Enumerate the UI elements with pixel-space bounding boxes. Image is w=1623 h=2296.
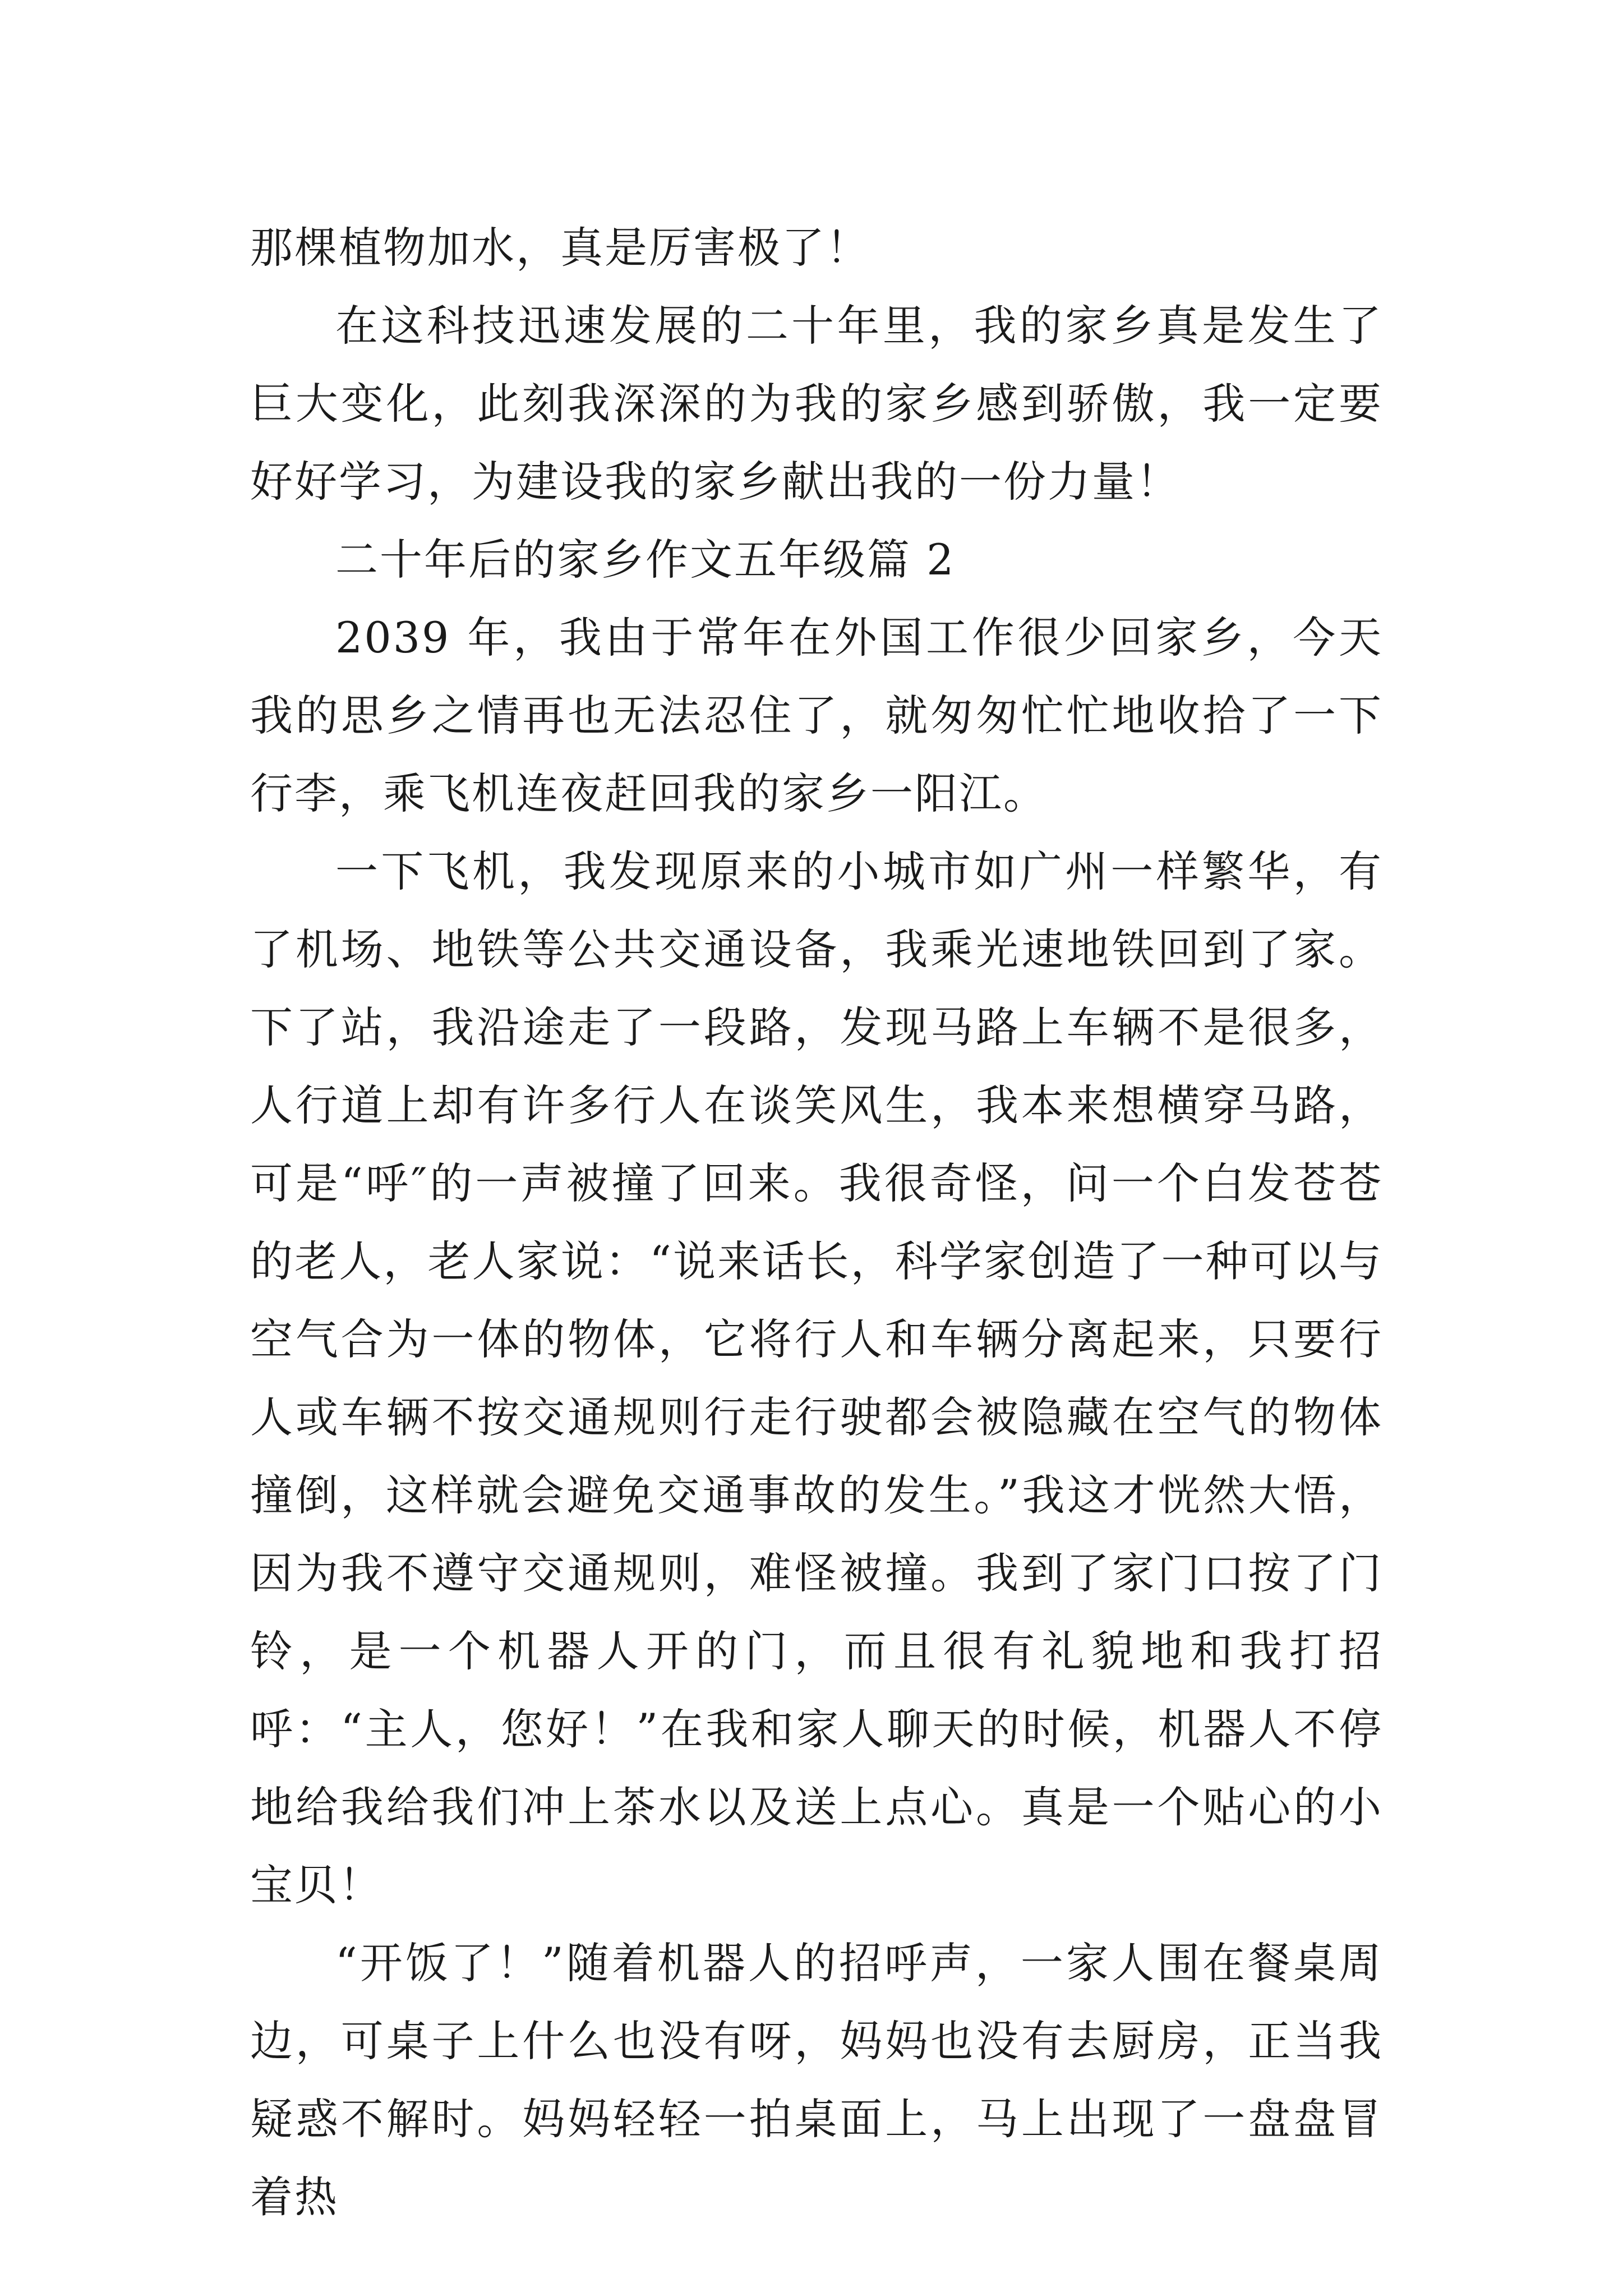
paragraph-1: 那棵植物加水，真是厉害极了！ — [250, 223, 870, 273]
document-body — [250, 209, 1383, 2236]
section-heading: 二十年后的家乡作文五年级篇 2 — [335, 535, 956, 585]
paragraph-2: 在这科技迅速发展的二十年里，我的家乡真是发生了巨大变化，此刻我深深的为我的家乡感到骄傲，我一定要好好学习，为建设我的家乡献出我的一份力量！ — [250, 301, 1383, 507]
paragraph-5: “开饭了！”随着机器人的招呼声，一家人围在餐桌周边，可桌子上什么也没有呀，妈妈也没有去厨房，正当我疑惑不解时。妈妈轻轻一拍桌面上，马上出现了一盘盘冒着热 — [250, 1938, 1383, 2222]
paragraph-3: 2039 年，我由于常年在外国工作很少回家乡，今天我的思乡之情再也无法忍住了，就匆匆忙忙地收拾了一下行李，乘飞机连夜赶回我的家乡一阳江。 — [250, 613, 1383, 818]
paragraph-4: 一下飞机，我发现原来的小城市如广州一样繁华，有了机场、地铁等公共交通设备，我乘光速地铁回到了家。下了站，我沿途走了一段路，发现马路上车辆不是很多，人行道上却有许多行人在谈笑风生，我本来想横穿马路，可是“呼″的一声被撞了回来。我很奇怪，问一个白发苍苍的老人，老人家说：“说来话长，科学家创造了一种可以与空气合为一体的物体，它将行人和车辆分离起来，只要行人或车辆不按交通规则行走行驶都会被隐藏在空气的物体撞倒，这样就会避免交通事故的发生。”我这才恍然大悟，因为我不遵守交通规则，难怪被撞。我到了家门口按了门铃，是一个机器人开的门，而且很有礼貌地和我打招呼：“主人，您好！”在我和家人聊天的时候，机器人不停地给我给我们冲上茶水以及送上点心。真是一个贴心的小宝贝！ — [250, 846, 1383, 1910]
